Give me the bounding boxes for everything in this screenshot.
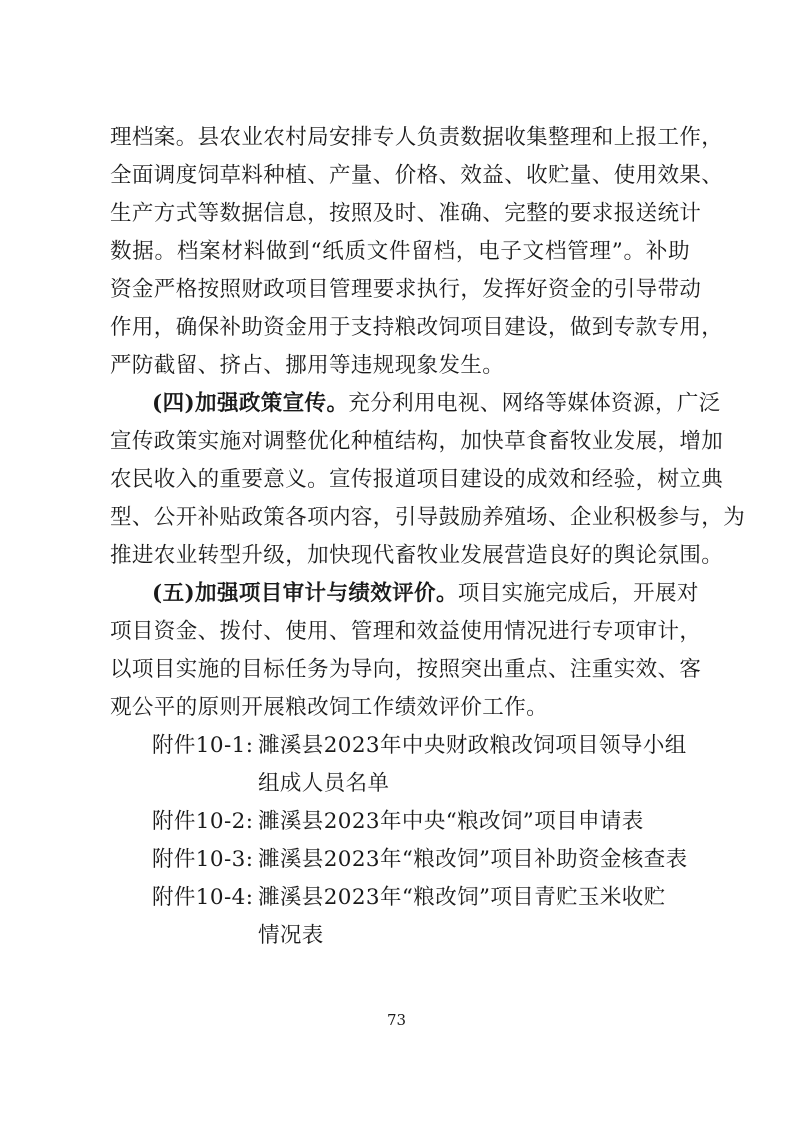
attachment-label: 附件10-1:: [152, 733, 254, 758]
paragraph-line: 作用，确保补助资金用于支持粮改饲项目建设，做到专款专用，: [110, 315, 724, 340]
page-number: 73: [386, 1011, 407, 1029]
section-5-heading: (五)加强项目审计与绩效评价。: [152, 581, 458, 606]
paragraph-line: 观公平的原则开展粮改饲工作绩效评价工作。: [110, 695, 549, 720]
section-4-first-line-text: 充分利用电视、网络等媒体资源，广泛: [348, 391, 721, 416]
section-4-first-line: [152, 390, 721, 418]
section-4-heading: (四)加强政策宣传。: [152, 391, 349, 416]
attachment-label: 附件10-2:: [152, 809, 254, 834]
attachment-label: 附件10-3:: [152, 847, 254, 872]
section-5-first-line-text: 项目实施完成后，开展对: [457, 581, 699, 606]
paragraph-line: 理档案。县农业农村局安排专人负责数据收集整理和上报工作，: [110, 125, 724, 150]
paragraph-line: 生产方式等数据信息，按照及时、准确、完整的要求报送统计: [110, 201, 702, 226]
paragraph-line: 型、公开补贴政策各项内容，引导鼓励养殖场、企业积极参与，为: [110, 505, 746, 530]
attachment-title: 濉溪县2023年“粮改饲”项目青贮玉米收贮: [258, 885, 666, 910]
paragraph-line: 数据。档案材料做到“纸质文件留档，电子文档管理”。补助: [110, 239, 690, 264]
section-5-first-line: [152, 580, 699, 608]
attachment-title: 濉溪县2023年中央财政粮改饲项目领导小组: [258, 733, 687, 758]
paragraph-line: 农民收入的重要意义。宣传报道项目建设的成效和经验，树立典: [110, 467, 724, 492]
attachment-title: 濉溪县2023年中央“粮改饲”项目申请表: [258, 809, 644, 834]
paragraph-line: 全面调度饲草料种植、产量、价格、效益、收贮量、使用效果、: [110, 163, 724, 188]
paragraph-line: 项目资金、拨付、使用、管理和效益使用情况进行专项审计，: [110, 619, 702, 644]
paragraph-line: 推进农业转型升级，加快现代畜牧业发展营造良好的舆论氛围。: [110, 543, 724, 568]
paragraph-line: 严防截留、挤占、挪用等违规现象发生。: [110, 353, 505, 378]
paragraph-line: 以项目实施的目标任务为导向，按照突出重点、注重实效、客: [110, 657, 702, 682]
attachment-title: 濉溪县2023年“粮改饲”项目补助资金核查表: [258, 847, 688, 872]
attachment-label: 附件10-4:: [152, 885, 254, 910]
paragraph-line: 资金严格按照财政项目管理要求执行，发挥好资金的引导带动: [110, 277, 702, 302]
attachment-title-continued: 组成人员名单: [258, 771, 390, 796]
attachment-title-continued: 情况表: [258, 923, 324, 948]
paragraph-line: 宣传政策实施对调整优化种植结构，加快草食畜牧业发展，增加: [110, 429, 724, 454]
